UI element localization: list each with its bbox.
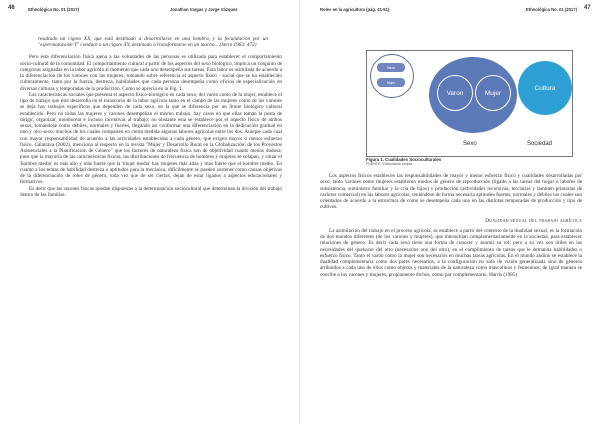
right-page-body [320, 173, 582, 278]
mujer-circle: Mujer [475, 75, 511, 111]
left-authors: Jonathan Vargas y Jorge Vázquez [170, 7, 238, 12]
sexo-label: Sexo [463, 141, 477, 147]
varon-circle: Varon [437, 75, 473, 111]
small-mujer-node: Mujer [377, 78, 405, 87]
small-varon-node: Varón [377, 63, 405, 72]
left-page-header [0, 3, 300, 17]
right-page-header [300, 3, 600, 17]
paragraph: Los aspectos físicos establecen las responsabilidades de mayor y menor esfuerzo físico y cualidades desarrolladas por sexo, tanto varones como mujeres establecen modos de género de reproducción (ligado a las tareas del hogar o labores de subsistencia, suministro familiar y la cría de hijos) y producción (actividades recursivas, terciarias y también primarias de carácter comercial) en las labores agrícolas, teniéndose de forma necesaria aptitudes fuertes, normales y débiles los cuales son orientados de acuerdo a la estructura de cómo se desempeña cada uno en las distintas temporadas de producción y tipo de cultivos. [320, 173, 582, 211]
right-page-number: 47 [584, 5, 591, 11]
section-heading: Dualidad sexual del trabajo agrícola [485, 217, 582, 224]
right-page [300, 0, 600, 425]
right-running-title: Roles en la agricultura (pág. 41-51) [320, 7, 390, 12]
figure-diagram [366, 50, 573, 157]
left-page-body [20, 36, 282, 198]
sociedad-label: Sociedad [527, 141, 553, 147]
paragraph: Es decir que las razones físicas quedan dispuestas a la determinación sociocultural que determinan la división del trabajo dentro de las familias. [20, 185, 282, 198]
figure-caption: Figura 1. Cualidades Socioculturales [366, 157, 442, 162]
paragraph: Las características sociales que presenta el aspecto físico-biológico en cada sexo, del varón como de la mujer, establece el tipo de trabajo que éste desarrolla en el transcurso de la labor agrícola tanto en el campo de las mujeres como de los varones se deja hay trabajos específicos que dependen de cada sexo, en la que se diferencia por un límite biológico cultural establecido. Pero no todas las mujeres y varones desempeñan el mismo trabajo, hay casos en que ellas toman la posta de dirigir, organizar, monitorear e incluso incentivar al trabajo; no obstante esta se establece por el aspecto físico de ambos sexos, tomándose como débiles, normales y fuertes, llegando así conformar una diferenciación en la dedicación gradual en uno y otro sexo, muchos de los cuales comparten en cierta medida algunas labores agrícolas entre los dos. Aunque cada cual con mayor responsabilidad de acuerdo a las actividades establecidas a cada género, que exigen mayor o menor esfuerzo físico. Calatrava (2002), menciona al respecto en la revista "Mujer y Desarrollo Rural en la Globalización: de los Proyectos Asistenciales a la Planificación de Género" que los factores de naturaleza física son de objetividad cuanto menos dudosa; pues que la mayoría de las características físicas, las distribuciones de frecuencia de hombres y mujeres se solapan, y situar el 'hombre medio' es más alto y más fuerte que la 'mujer media' hay mujeres más altas y más fuerte que el hombre medio. En cuanto a los temas de habilidad destreza o aptitudes para la mecánica, difícilmente se pueden sostener como causas objetivas de la diferenciación de roles de género, toda vez que de ser ciertas, dejan de estar ligados a aspectos educacionales y formativos. [20, 91, 283, 186]
right-journal-title: Ethnológica No. 01 (2017) [526, 7, 577, 12]
cultura-circle: Cultura [518, 61, 572, 115]
left-page-number: 46 [8, 5, 15, 11]
paragraph: La asimilación del trabajo en el proceso agrícola, se establece a partir del contexto de la dualidad sexual, es la formación de dos mundos diferentes (de los varones y mujeres), que interactúan complementariamente en la sociedad, para establecer relaciones de género. Es decir cada sexo tiene una forma de conocer y asumir su rol; pero a su vez son útiles en las necesidades del quehacer del otro (necesarios uno del otro), en el cumplimiento de tareas que le demanda habilidades o esfuerzo físico. Tanto el varón como la mujer son necesarios en muchas tareas agrícolas. En el mundo andino se establece la dualidad complementaria como dos pares necesarios, a la configuración no solo de visión generalizada sino de géneros atribuidos a cada uno de ellos como objetos y materiales de la naturaleza como masculinos y femeninos; de igual manera se concibe a los varones y mujeres, propiamente dichos, como par complementario. Harris (1985). [320, 227, 582, 278]
block-quote: resultado un cigoto XX, que está destinado a desarrollarse en una hembra, y la fecundación por un "espermatozoide Y" conduce a un cigoto XY, destinado a transformarse en un macho... (Stern 1963: 472) [38, 36, 268, 49]
paragraph: Pero esta diferenciación física ajena a las voluntades de las personas es utilizada para establecer el comportamiento socio-cultural de la comunidad. El comportamiento cultural a partir de los aspectos del sexo biológico, implica un conjunto de categorías asignadas en la labor agrícola al momento que cada uno desempeña sus tareas. Esta labor es asimilada de acuerdo a la diferenciación de los varones con las mujeres, tomando sobre referencia el aspecto físico - social que se ha establecido culturalmente, tanto por la fuerza, destreza, habilidades que cada persona desempeña como oficios de especialización en diversas culturas y temporadas de la producción. Como se aprecia en la Fig. 1. [20, 54, 282, 92]
small-circle [370, 54, 414, 98]
left-journal-title: Ethnológica No. 01 (2017) [28, 7, 79, 12]
figure-source: FUENTE: Elaboración propia [366, 162, 413, 166]
